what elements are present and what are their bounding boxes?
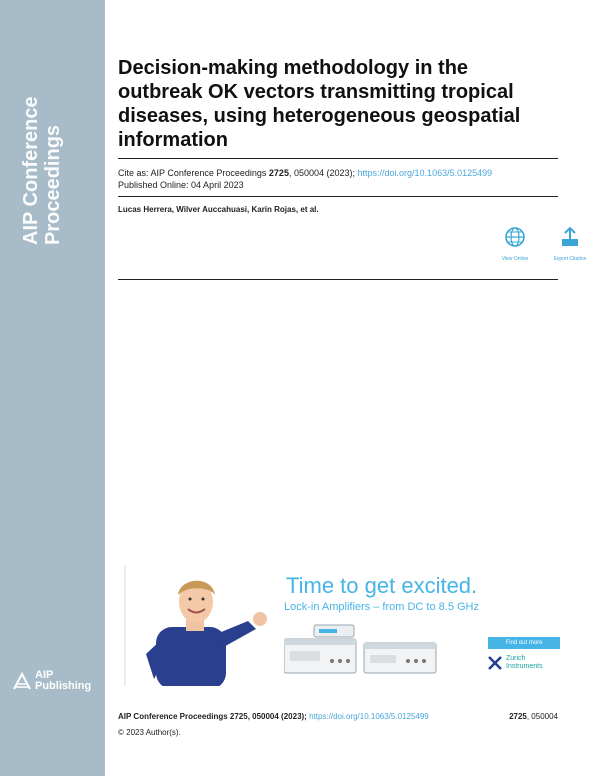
citation-line (118, 167, 492, 179)
ad-headline: Time to get excited. (286, 573, 478, 598)
aip-publishing-logo[interactable] (12, 670, 91, 692)
view-online-button[interactable] (490, 226, 540, 262)
meta-divider (118, 196, 558, 197)
cite-prefix: Cite as: AIP Conference Proceedings (118, 168, 269, 178)
aip-logo-line1: AIP (35, 669, 54, 681)
title-divider (118, 158, 558, 159)
aip-logo-line2: Publishing (35, 680, 92, 692)
ad-subline: Lock-in Amplifiers – from DC to 8.5 GHz (284, 601, 480, 613)
view-online-label: View Online (501, 256, 529, 262)
find-out-more-button[interactable]: Find out more (488, 637, 560, 649)
footer-page-number (509, 712, 558, 721)
advertisement-banner[interactable] (124, 565, 562, 686)
icons-divider (118, 279, 558, 280)
published-date: Published Online: 04 April 2023 (118, 180, 244, 190)
zurich-instruments-logo[interactable] (488, 655, 543, 671)
cite-middle: , 050004 (2023); (288, 168, 358, 178)
export-citation-label: Export Citation (553, 256, 587, 262)
author-list: Lucas Herrera, Wilver Auccahuasi, Karin Rojas, et al. (118, 205, 319, 214)
globe-icon (504, 226, 526, 248)
footer-prefix: AIP Conference Proceedings (118, 712, 230, 721)
lock-in-amplifier-image (284, 621, 484, 681)
journal-name-line1: AIP Conference (20, 96, 42, 245)
cite-volume: 2725 (268, 168, 289, 178)
journal-name (20, 96, 64, 245)
copyright-notice: © 2023 Author(s). (118, 728, 181, 737)
brand-line2: Instruments (506, 663, 543, 670)
export-citation-button[interactable] (545, 226, 595, 262)
footer-right-volume: 2725 (509, 712, 527, 721)
footer-doi-link[interactable]: https://doi.org/10.1063/5.0125499 (309, 712, 429, 721)
export-icon (559, 226, 581, 248)
footer-middle: , 050004 (2023); (247, 712, 310, 721)
brand-line1: Zurich (506, 655, 526, 662)
footer-citation (118, 712, 429, 721)
journal-name-line2: Proceedings (42, 124, 64, 245)
footer-right-rest: , 050004 (526, 712, 558, 721)
smiling-person-image (126, 569, 276, 686)
article-title: Decision-making methodology in the outbreak OK vectors transmitting tropical diseases, using heterogeneous geospatial information (118, 57, 521, 151)
aip-logo-icon (12, 672, 32, 690)
zurich-instruments-x-icon (488, 656, 502, 670)
journal-sidebar (0, 0, 105, 776)
doi-link[interactable]: https://doi.org/10.1063/5.0125499 (357, 168, 493, 178)
footer-volume: 2725 (229, 712, 248, 721)
